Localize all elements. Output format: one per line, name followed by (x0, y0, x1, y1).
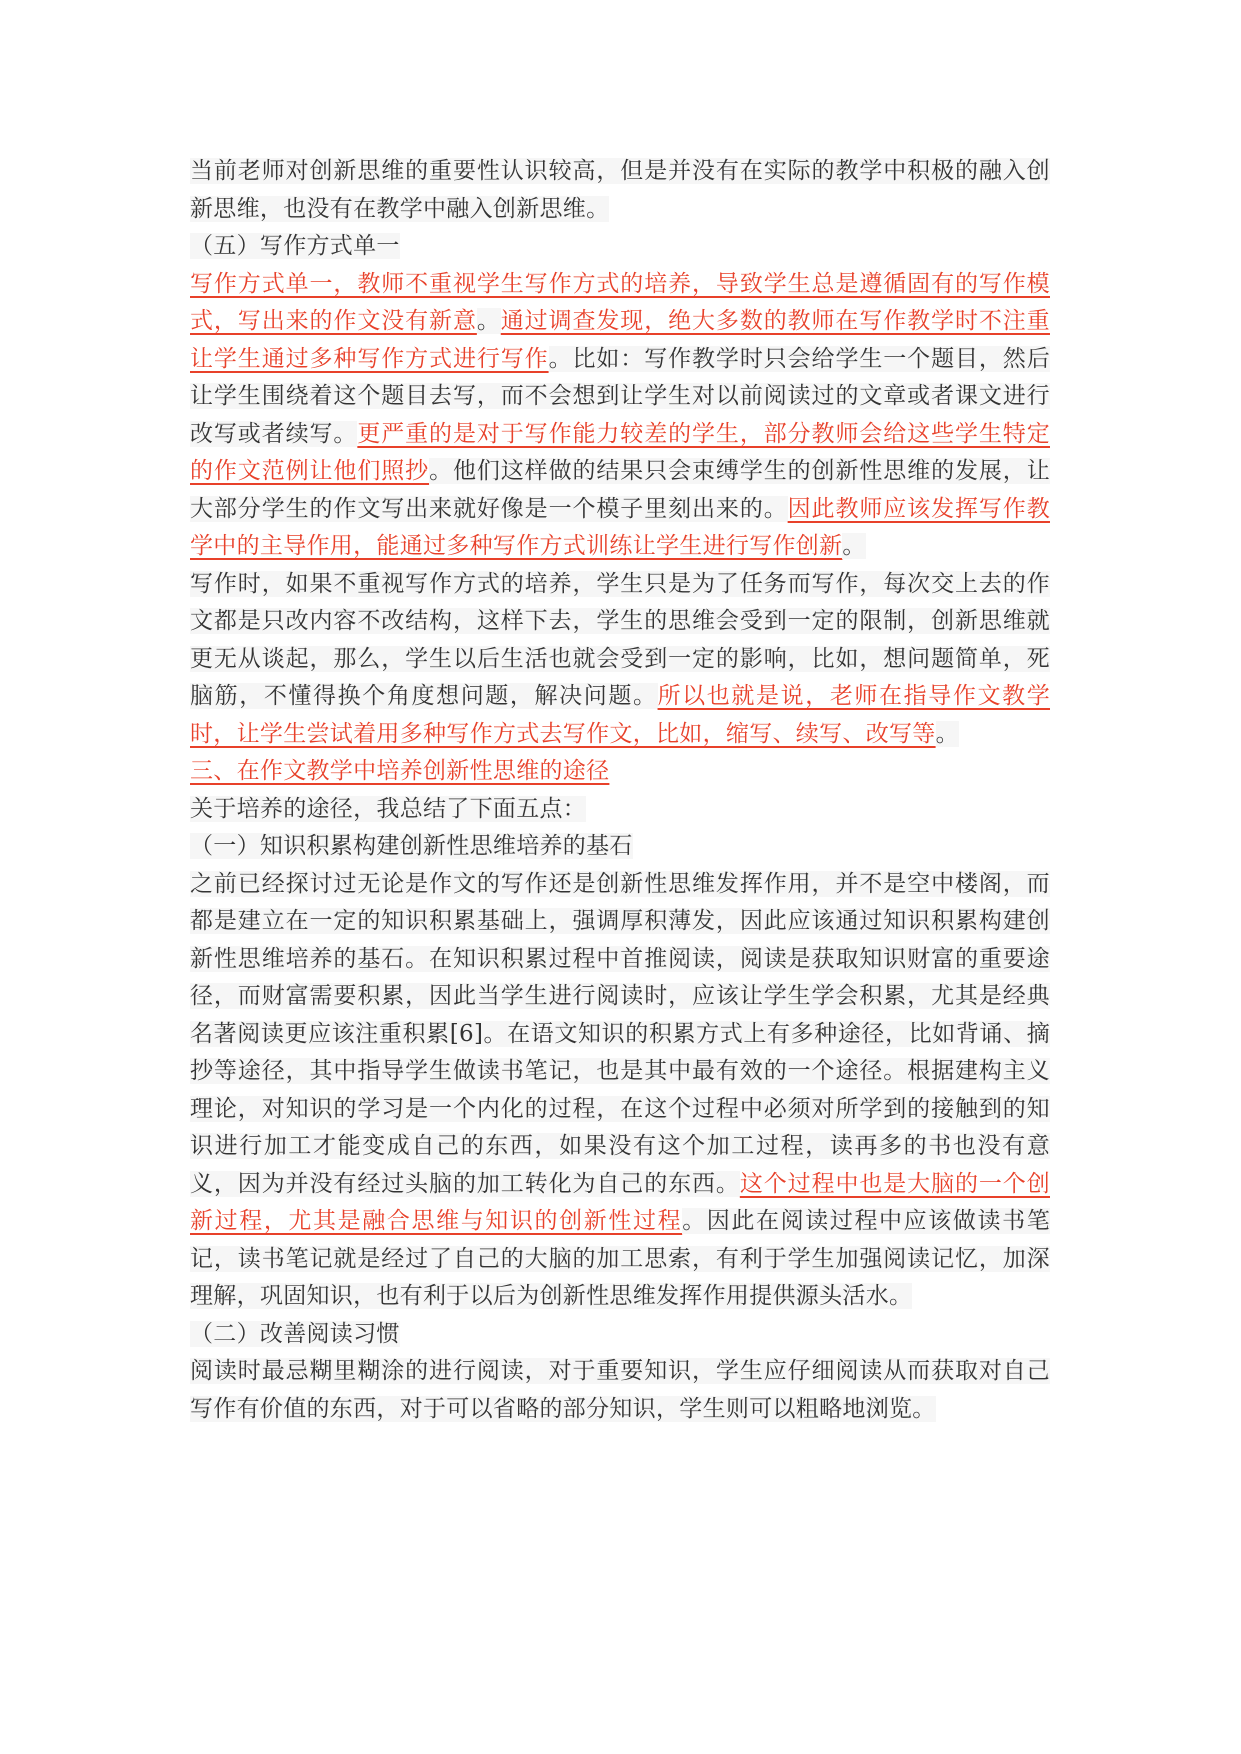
paragraph-text: 当前老师对创新思维的重要性认识较高，但是并没有在实际的教学中积极的融入创新思维，也没有在教学中融入创新思维。 (190, 158, 1050, 222)
highlighted-text: 更严重的是对于写作能力较差的学生，部分教师会给这些学生特定的作文范例让他们照抄 (190, 420, 1050, 484)
plain-text: 。他们这样做的结果只会束缚学生的创新性思维的发展，让大部分学生的作文写出来就好像是一个模子里刻出来的。 (190, 458, 1050, 522)
heading-text: （一）知识积累构建创新性思维培养的基石 (190, 833, 633, 859)
plain-text: 之前已经探讨过无论是作文的写作还是创新性思维发挥作用，并不是空中楼阁，而都是建立在一定的知识积累基础上，强调厚积薄发，因此应该通过知识积累构建创新性思维培养的基石。在知识积累过程中首推阅读，阅读是获取知识财富的重要途径，而财富需要积累，因此当学生进行阅读时，应该让学生学会积累，尤其是经典名著阅读更应该注重积累[6]。在语文知识的积累方式上有多种途径，比如背诵、摘抄等途径，其中指导学生做读书笔记，也是其中最有效的一个途径。根据建构主义理论，对知识的学习是一个内化的过程，在这个过程中必须对所学到的接触到的知识进行加工才能变成自己的东西，如果没有这个加工过程，读再多的书也没有意义，因为并没有经过头脑的加工转化为自己的东西。 (190, 870, 1050, 1197)
plain-text: 。因此在阅读过程中应该做读书笔记，读书笔记就是经过了自己的大脑的加工思索，有利于学生加强阅读记忆，加深理解，巩固知识，也有利于以后为创新性思维发挥作用提供源头活水。 (190, 1208, 1051, 1309)
paragraph-single-writing-method (190, 266, 1050, 566)
paragraph-text: 关于培养的途径，我总结了下面五点： (190, 795, 587, 822)
plain-text: 写作时，如果不重视写作方式的培养，学生只是为了任务而写作，每次交上去的作文都是只改内容不改结构，这样下去，学生的思维会受到一定的限制，创新思维就更无从谈起，那么，学生以后生活也就会受到一定的影响，比如，想问题简单，死脑筋，不懂得换个角度想问题，解决问题。 (190, 570, 1050, 709)
paragraph-writing-consequences (190, 566, 1050, 754)
section-heading-reading-habits (190, 1316, 1050, 1354)
section-heading-writing-methods (190, 228, 1050, 266)
heading-text: 三、在作文教学中培养创新性思维的途径 (190, 758, 610, 784)
highlighted-text: 因此教师应该发挥写作教学中的主导作用，能通过多种写作方式训练让学生进行写作创新 (190, 495, 1050, 559)
plain-text: 。 (476, 308, 501, 334)
heading-text: （五）写作方式单一 (190, 233, 400, 259)
plain-text: 。 (935, 720, 959, 747)
highlighted-text: 这个过程中也是大脑的一个创新过程，尤其是融合思维与知识的创新性过程 (190, 1170, 1050, 1234)
plain-text: 。比如：写作教学时只会给学生一个题目，然后让学生围绕着这个题目去写，而不会想到让学生对以前阅读过的文章或者课文进行改写或者续写。 (190, 345, 1051, 447)
heading-text: （二）改善阅读习惯 (190, 1320, 400, 1347)
paragraph-teacher-awareness (190, 153, 1050, 228)
section-heading-knowledge-accumulation (190, 828, 1050, 866)
plain-text: 。 (842, 533, 866, 559)
document-body (190, 153, 1050, 1428)
paragraph-reading-habits (190, 1353, 1050, 1428)
paragraph-knowledge-accumulation (190, 866, 1050, 1316)
highlighted-text: 所以也就是说，老师在指导作文教学时，让学生尝试着用多种写作方式去写作文，比如，缩写、续写、改写等 (190, 683, 1050, 747)
paragraph-text: 阅读时最忌糊里糊涂的进行阅读，对于重要知识，学生应仔细阅读从而获取对自己写作有价值的东西，对于可以省略的部分知识，学生则可以粗略地浏览。 (190, 1358, 1050, 1422)
highlighted-text: 通过调查发现，绝大多数的教师在写作教学时不注重让学生通过多种写作方式进行写作 (190, 308, 1050, 372)
highlighted-text: 写作方式单一，教师不重视学生写作方式的培养，导致学生总是遵循固有的写作模式，写出来的作文没有新意 (190, 270, 1050, 334)
chapter-heading-cultivation-paths (190, 753, 1050, 791)
paragraph-five-points-intro (190, 791, 1050, 829)
